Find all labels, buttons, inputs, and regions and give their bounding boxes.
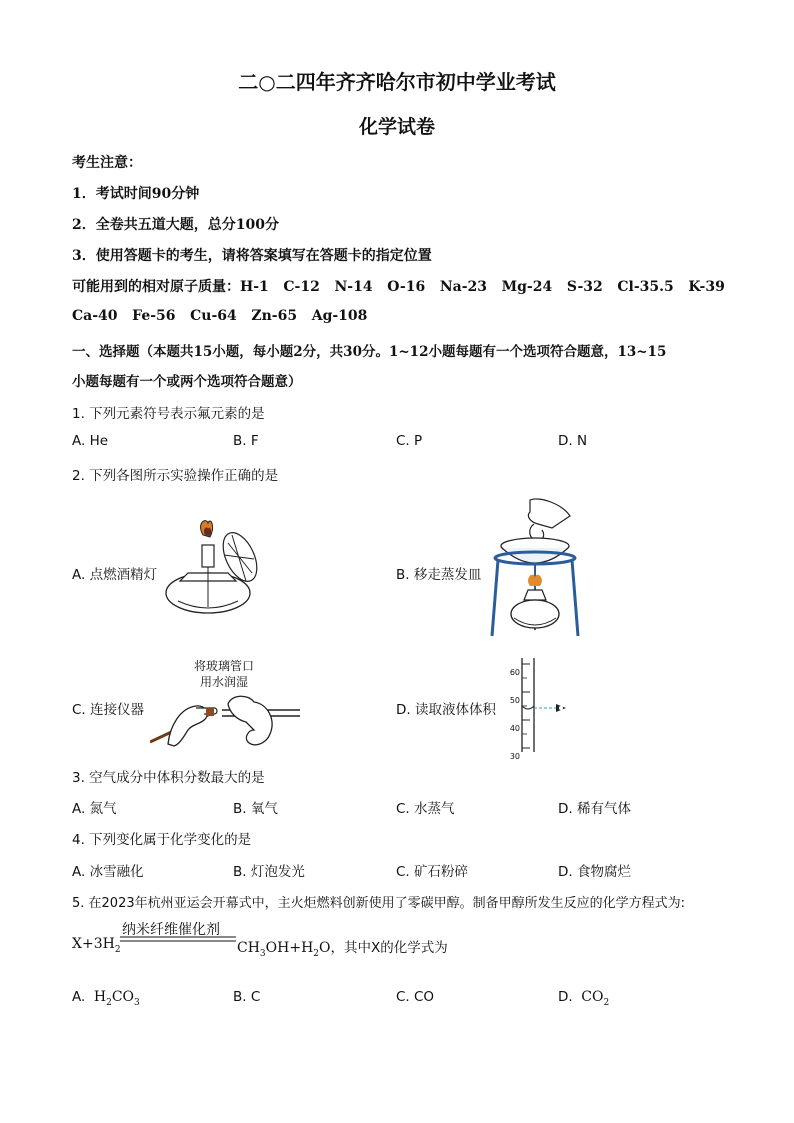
equation-right-part-1: CH: [237, 940, 260, 956]
figure-c-caption-line-2: 用水润湿: [199, 675, 248, 689]
atomic-mass: Na-23: [439, 279, 487, 295]
question-3-option-b: B. 氧气: [233, 801, 278, 817]
question-4-option-c: C. 矿石粉碎: [396, 864, 469, 880]
figure-c-caption-line-1: 将玻璃管口: [193, 659, 254, 673]
option-d-formula: [581, 989, 610, 1008]
equation-left-text: X+3H: [72, 936, 115, 952]
exam-title: 二○二四年齐齐哈尔市初中学业考试: [238, 70, 556, 94]
equation-right-subscript-1: 3: [259, 949, 266, 959]
atomic-label: 可能用到的相对原子质量：: [72, 279, 240, 295]
option-d-subscript: 2: [603, 998, 610, 1008]
question-2-option-b: B. 移走蒸发皿: [396, 567, 482, 583]
question-4-option-d: D. 食物腐烂: [558, 864, 631, 880]
question-1-option-a: A. He: [72, 433, 109, 449]
atomic-mass: C-12: [283, 279, 320, 295]
question-4-option-b: B. 灯泡发光: [233, 864, 305, 880]
question-1-option-d: D. N: [558, 433, 588, 449]
equation-right-subscript-2: 2: [313, 949, 320, 959]
option-a-formula-part-1: H: [93, 989, 107, 1005]
question-3-stem: 3. 空气成分中体积分数最大的是: [72, 770, 265, 786]
equation-right-part-2: OH+H: [265, 940, 314, 956]
connect-apparatus-figure: [150, 690, 302, 748]
cylinder-tick-30: 30: [509, 752, 520, 761]
question-5-option-c: C. CO: [396, 989, 435, 1005]
atomic-masses-line-2: [72, 308, 367, 324]
option-a-formula: [93, 989, 140, 1008]
cylinder-ticks: [504, 659, 520, 771]
atomic-mass: Fe-56: [132, 308, 176, 324]
option-a-formula-part-2: CO: [111, 989, 135, 1005]
question-1-option-b: B. F: [233, 433, 259, 449]
equation-left: [72, 936, 121, 955]
question-2-option-a: A. 点燃酒精灯: [72, 567, 158, 583]
atomic-mass: O-16: [387, 279, 426, 295]
atomic-mass: Zn-65: [251, 308, 298, 324]
question-5-option-a: [72, 989, 140, 1008]
equation-left-subscript: 2: [114, 945, 121, 955]
question-5-option-b: B. C: [233, 989, 261, 1005]
section-1-heading-line-1: 一、选择题（本题共15小题，每小题2分，共30分。1~12小题每题有一个选项符合题意，13~15: [72, 344, 667, 360]
notice-heading: 考生注意：: [72, 155, 142, 171]
option-a-subscript-1: 2: [106, 998, 112, 1008]
question-2-option-c: C. 连接仪器: [72, 702, 145, 718]
alcohol-lamp-figure: [158, 515, 268, 630]
figure-c-caption: [184, 658, 264, 690]
question-2-stem: 2. 下列各图所示实验操作正确的是: [72, 468, 279, 484]
question-3-option-c: C. 水蒸气: [396, 801, 455, 817]
atomic-mass: Cl-35.5: [617, 279, 674, 295]
question-3-option-d: D. 稀有气体: [558, 801, 631, 817]
option-d-formula-part: CO: [581, 989, 604, 1005]
equation-right: [237, 936, 448, 959]
atomic-mass: S-32: [566, 279, 603, 295]
question-4-option-a: A. 冰雪融化: [72, 864, 144, 880]
atomic-mass: Cu-64: [190, 308, 237, 324]
atomic-mass: Ca-40: [72, 308, 118, 324]
equation-equals-bar: [120, 934, 236, 944]
notice-item-2: 2．全卷共五道大题，总分100分: [72, 217, 279, 233]
option-a-subscript-2: 3: [134, 998, 140, 1008]
atomic-mass: Ag-108: [311, 308, 368, 324]
atomic-mass: N-14: [334, 279, 373, 295]
question-5-option-d: [558, 989, 610, 1008]
cylinder-tick-60: 60: [509, 668, 520, 677]
atomic-masses-line-1: [72, 276, 725, 296]
equation-right-part-3: O: [319, 940, 331, 956]
atomic-mass: K-39: [688, 279, 725, 295]
question-4-stem: 4. 下列变化属于化学变化的是: [72, 832, 252, 848]
atomic-mass: H-1: [240, 279, 269, 295]
cylinder-tick-50: 50: [509, 696, 520, 705]
atomic-mass: Mg-24: [501, 279, 553, 295]
question-2-option-d: D. 读取液体体积: [396, 702, 496, 718]
question-1-option-c: C. P: [396, 433, 423, 449]
evaporating-dish-figure: [490, 498, 580, 640]
option-d-letter: D.: [558, 989, 573, 1005]
question-1-stem: 1. 下列元素符号表示氟元素的是: [72, 406, 265, 422]
option-a-letter: A.: [72, 989, 86, 1005]
notice-item-1: 1．考试时间90分钟: [72, 186, 200, 202]
equation-tail-text: ，其中X的化学式为: [330, 940, 448, 956]
section-1-heading-line-2: 小题每题有一个或两个选项符合题意）: [72, 374, 302, 390]
cylinder-tick-40: 40: [509, 724, 520, 733]
question-3-option-a: A. 氮气: [72, 801, 117, 817]
notice-item-3: 3．使用答题卡的考生，请将答案填写在答题卡的指定位置: [72, 248, 432, 264]
reaction-condition: 纳米纤维催化剂: [122, 922, 220, 938]
exam-subtitle: 化学试卷: [358, 116, 435, 138]
question-5-stem: 5. 在2023年杭州亚运会开幕式中，主火炬燃料创新使用了零碳甲醇。制备甲醇所发生反应的化学方程式为:: [72, 896, 686, 911]
